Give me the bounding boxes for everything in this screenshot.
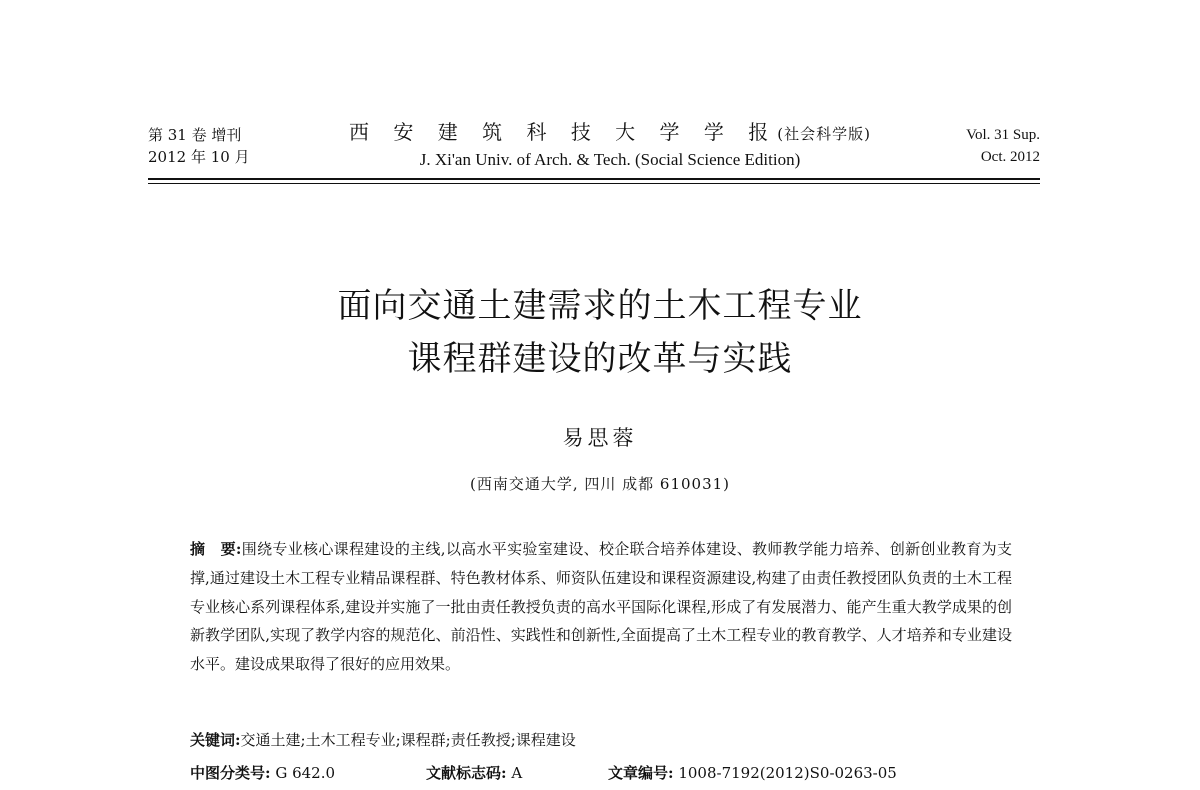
article-number: [608, 762, 897, 783]
date-cn: 2012 年 10 月: [148, 148, 250, 166]
abstract-label: 摘 要:: [190, 540, 242, 558]
header-left-block: [148, 124, 318, 168]
clc-value: G 642.0: [275, 764, 336, 782]
volume-cn: 第 31 卷 增刊: [148, 126, 242, 144]
keywords-text: 交通土建;土木工程专业;课程群;责任教授;课程建设: [240, 731, 576, 749]
date-en: Oct. 2012: [980, 149, 1040, 165]
header-right-block: [912, 124, 1040, 168]
header-rule-thin: [148, 183, 1040, 184]
journal-masthead: [318, 118, 902, 172]
journal-title-cn-main: 西 安 建 筑 科 技 大 学 学 报: [349, 120, 778, 144]
journal-title-cn: [318, 118, 902, 148]
article-title-line2: 课程群建设的改革与实践: [407, 339, 793, 379]
keywords-label: 关键词:: [190, 731, 241, 749]
article-number-label: 文章编号:: [608, 764, 674, 782]
clc-label: 中图分类号:: [190, 764, 271, 782]
header-rule-thick: [148, 178, 1040, 180]
abstract-paragraph: [190, 535, 1012, 679]
doc-code-value: A: [511, 764, 523, 782]
author-affiliation: (西南交通大学, 四川 成都 610031): [469, 475, 731, 493]
journal-title-en: J. Xi'an Univ. of Arch. & Tech. (Social Science Edition): [419, 150, 801, 169]
volume-en: Vol. 31 Sup.: [966, 127, 1040, 143]
doc-code-label: 文献标志码:: [426, 764, 507, 782]
author-name: 易思蓉: [562, 426, 638, 450]
abstract-text: 围绕专业核心课程建设的主线,以高水平实验室建设、校企联合培养体建设、教师教学能力培养、创新创业教育为支撑,通过建设土木工程专业精品课程群、特色教材体系、师资队伍建设和课程资源建设,构建了由责任教授团队负责的土木工程专业核心系列课程体系,建设并实施了一批由责任教授负责的高水平国际化课程,形成了有发展潜力、能产生重大教学成果的创新教学团队,实现了教学内容的规范化、前沿性、实践性和创新性,全面提高了土木工程专业的教育教学、人才培养和专业建设水平。建设成果取得了很好的应用效果。: [190, 540, 1012, 674]
keywords-line: [190, 729, 1012, 750]
clc-number: [190, 762, 335, 783]
document-code: [426, 762, 522, 783]
article-number-value: 1008-7192(2012)S0-0263-05: [678, 764, 897, 782]
article-title-line1: 面向交通土建需求的土木工程专业: [337, 286, 863, 326]
journal-title-cn-sub: (社会科学版): [777, 125, 871, 143]
